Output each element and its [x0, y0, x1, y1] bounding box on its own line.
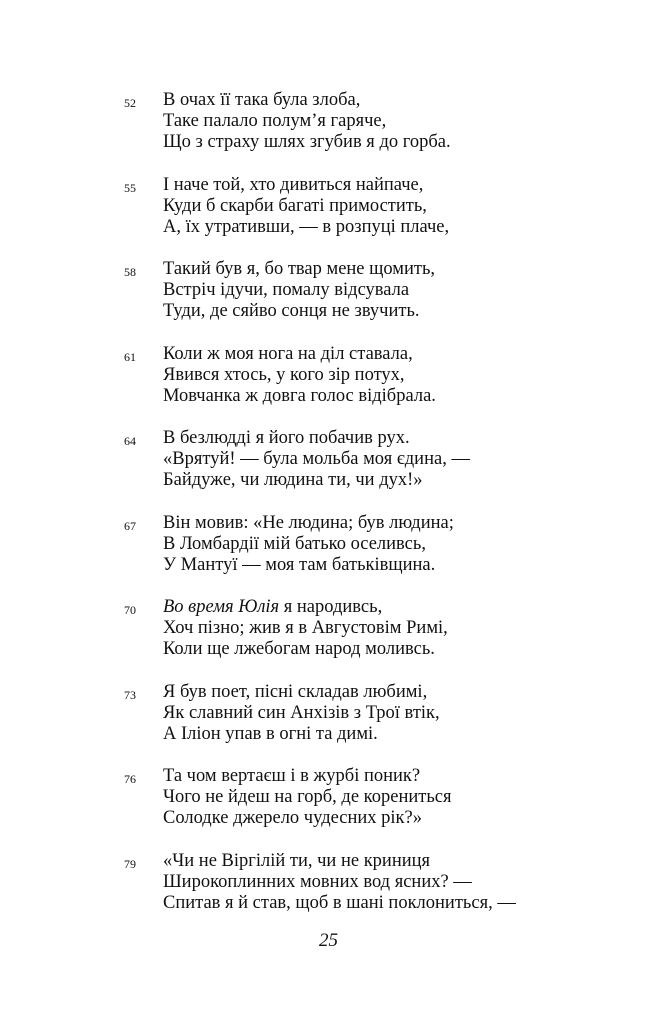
stanza-lines [163, 682, 440, 745]
line-number: 70 [124, 603, 136, 617]
verse-line: А Іліон упав в огні та димі. [163, 724, 378, 744]
verse-line: Таке палало полум’я гаряче, [163, 111, 387, 131]
verse-line: Туди, де сяйво сонця не звучить. [163, 301, 420, 321]
line-number: 61 [124, 350, 136, 364]
verse-line: Куди б скарби багаті примостить, [163, 196, 427, 216]
page-number: 25 [319, 930, 338, 951]
verse-line: В безлюдді я його побачив рух. [163, 428, 410, 448]
verse-line: Хоч пізно; жив я в Августовім Римі, [163, 618, 448, 638]
verse-line: Широкоплинних мовних вод ясних? — [163, 872, 472, 892]
stanza-lines [163, 597, 448, 660]
verse-line: Та чом вертаєш і в журбі поник? [163, 766, 421, 786]
verse-line: Мовчанка ж довга голос відібрала. [163, 386, 436, 406]
line-number: 73 [124, 688, 136, 702]
stanza-lines [163, 428, 470, 491]
verse-line: Спитав я й став, щоб в шані поклониться, — [163, 893, 516, 913]
line-number: 55 [124, 181, 136, 195]
verse-line: «Врятуй! — була мольба моя єдина, — [163, 449, 470, 469]
verse-line: Байдуже, чи людина ти, чи дух!» [163, 470, 423, 490]
verse-line: Встріч ідучи, помалу відсувала [163, 280, 410, 300]
verse-line [163, 597, 448, 618]
line-number: 58 [124, 265, 136, 279]
stanza-lines [163, 175, 449, 238]
stanza-lines [163, 90, 451, 153]
stanza-lines [163, 766, 451, 829]
verse-line: Я був поет, пісні складав любимі, [163, 682, 428, 702]
verse-line: Коли ж моя нога на діл ставала, [163, 344, 413, 364]
stanza-lines [163, 344, 436, 407]
line-number: 76 [124, 772, 136, 786]
verse-line: Явився хтось, у кого зір потух, [163, 365, 405, 385]
verse-line: В Ломбардії мій батько оселивсь, [163, 534, 426, 554]
stanza-lines [163, 513, 454, 576]
verse-line: І наче той, хто дивиться найпаче, [163, 175, 424, 195]
verse-line: Коли ще лжебогам народ моливсь. [163, 639, 435, 659]
stanza-lines [163, 259, 435, 322]
verse-line: В очах її така була злоба, [163, 90, 361, 110]
verse-line: Він мовив: «Не людина; був людина; [163, 513, 454, 533]
verse-line: Як славний син Анхізів з Трої втік, [163, 703, 440, 723]
stanza-lines [163, 851, 516, 914]
verse-line: У Мантуї — моя там батьківщина. [163, 555, 436, 575]
line-number: 52 [124, 96, 136, 110]
verse-line: Що з страху шлях згубив я до горба. [163, 132, 451, 152]
verse-line-rest: я народивсь, [279, 597, 383, 617]
verse-line: Такий був я, бо твар мене щомить, [163, 259, 436, 279]
verse-line: А, їх утративши, — в розпуці плаче, [163, 217, 450, 237]
italic-phrase: Во время Юлія [163, 597, 280, 617]
verse-line: «Чи не Віргілій ти, чи не криниця [163, 851, 431, 871]
verse-line: Солодке джерело чудесних рік?» [163, 808, 422, 828]
line-number: 79 [124, 857, 136, 871]
line-number: 64 [124, 434, 136, 448]
line-number: 67 [124, 519, 136, 533]
verse-line: Чого не йдеш на горб, де корениться [163, 787, 452, 807]
